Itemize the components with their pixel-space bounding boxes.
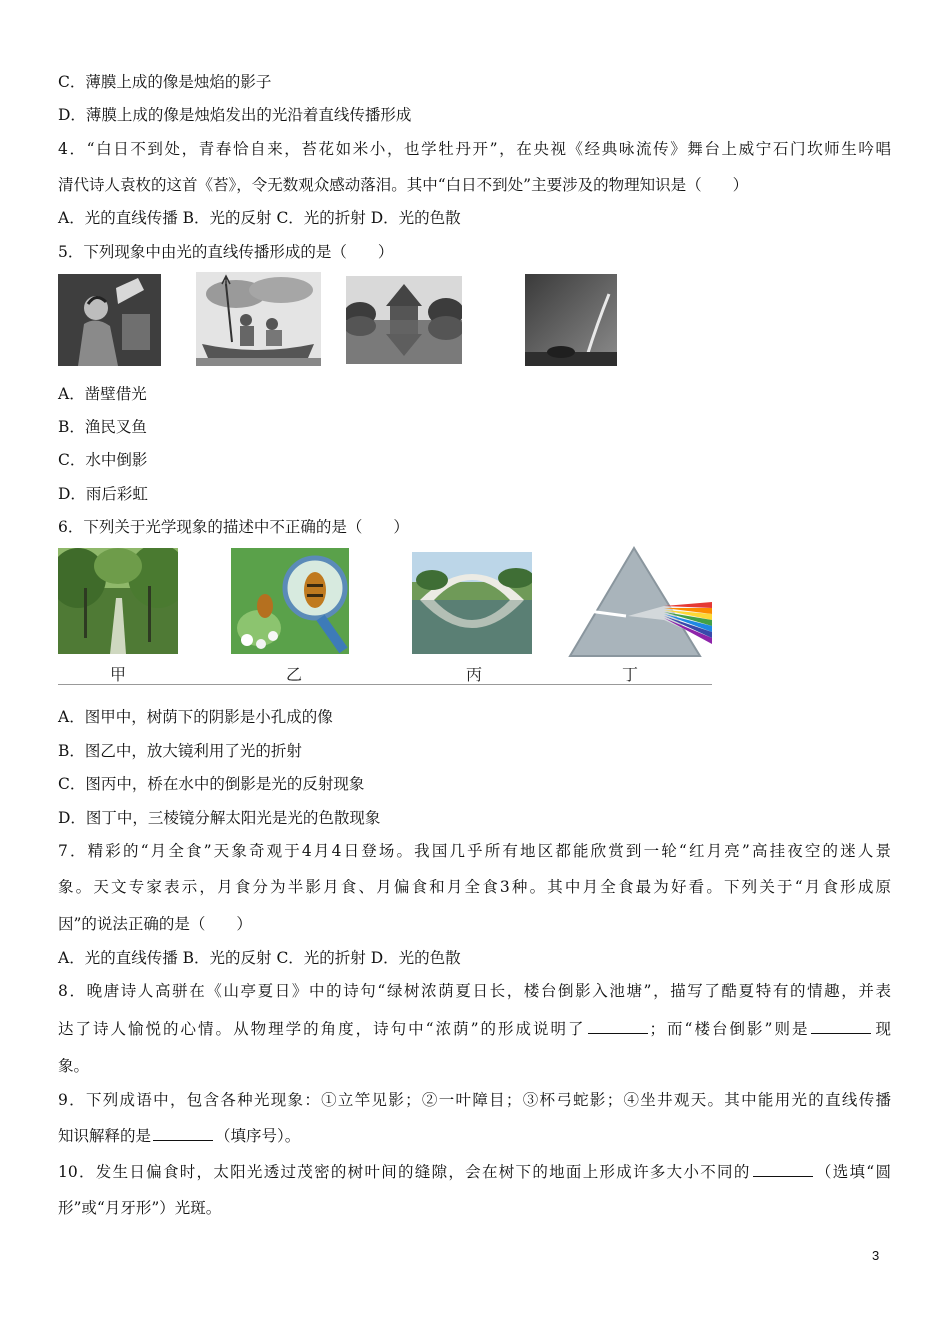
q6-option-a: A．图甲中，树荫下的阴影是小孔成的像 <box>58 708 333 726</box>
q5-image-a-chiseling-wall <box>58 274 161 366</box>
q9-answer-blank[interactable] <box>153 1126 213 1141</box>
figure-caption-ding: 丁 <box>621 665 638 684</box>
q8-stem-line2 <box>58 1019 891 1039</box>
q4-stem-line1: 4．“白日不到处，青春恰自来，苔花如米小，也学牡丹开”，在央视《经典咏流传》舞台上威宁石门坎师生吟唱 <box>58 140 891 158</box>
q7-stem-line3: 因”的说法正确的是（ ） <box>58 915 252 933</box>
q10-text-part2: （选填“圆 <box>814 1163 891 1181</box>
q3-option-c: C．薄膜上成的像是烛焰的影子 <box>58 73 272 91</box>
figure-caption-jia: 甲 <box>109 665 126 684</box>
q5-image-d-rainbow <box>525 274 617 366</box>
q5-option-d: D．雨后彩虹 <box>58 485 148 503</box>
q8-text-part2: ；而“楼台倒影”则是 <box>649 1020 810 1038</box>
q4-options: A．光的直线传播 B．光的反射 C．光的折射 D．光的色散 <box>58 209 461 227</box>
q8-text-part1: 达了诗人愉悦的心情。从物理学的角度，诗句中“浓荫”的形成说明了 <box>58 1020 586 1038</box>
q7-stem-line2: 象。天文专家表示，月食分为半影月食、月偏食和月全食3种。其中月全食最为好看。下列关于“月食形成原 <box>58 878 891 896</box>
q5-option-b: B．渔民叉鱼 <box>58 418 147 436</box>
q6-image-jia-tree-shade <box>58 548 178 654</box>
q10-text-part1: 10．发生日偏食时，太阳光透过茂密的树叶间的缝隙，会在树下的地面上形成许多大小不同的 <box>58 1163 751 1181</box>
q6-stem: 6．下列关于光学现象的描述中不正确的是（ ） <box>58 518 409 536</box>
q7-stem-line1: 7．精彩的“月全食”天象奇观于4月4日登场。我国几乎所有地区都能欣赏到一轮“红月亮”高挂夜空的迷人景 <box>58 842 891 860</box>
q9-text-part2: （填序号）。 <box>215 1127 301 1145</box>
q6-option-c: C．图丙中，桥在水中的倒影是光的反射现象 <box>58 775 365 793</box>
q5-image-b-fisherman-spear <box>196 272 321 366</box>
q6-image-bing-arch-bridge <box>412 552 532 654</box>
figure-caption-bing: 丙 <box>465 665 482 684</box>
q9-stem-line2 <box>58 1126 300 1146</box>
q8-stem-line3: 象。 <box>58 1057 90 1075</box>
q10-stem-line1 <box>58 1162 891 1182</box>
q10-answer-blank[interactable] <box>753 1162 813 1177</box>
q8-stem-line1: 8．晚唐诗人高骈在《山亭夏日》中的诗句“绿树浓荫夏日长，楼台倒影入池塘”，描写了酷夏特有的情趣，并表 <box>58 982 891 1000</box>
q6-image-yi-magnifier-bee <box>231 548 349 654</box>
q9-text-part1: 知识解释的是 <box>58 1127 152 1145</box>
q4-stem-line2: 清代诗人袁枚的这首《苔》，令无数观众感动落泪。其中“白日不到处”主要涉及的物理知识是（ ） <box>58 176 749 194</box>
q6-image-ding-prism-dispersion <box>566 546 712 658</box>
q6-option-d: D．图丁中，三棱镜分解太阳光是光的色散现象 <box>58 809 381 827</box>
page-number: 3 <box>872 1248 880 1263</box>
q3-option-d: D．薄膜上成的像是烛焰发出的光沿着直线传播形成 <box>58 106 412 124</box>
q5-option-c: C．水中倒影 <box>58 451 148 469</box>
q10-stem-line2: 形”或“月牙形”）光斑。 <box>58 1199 222 1217</box>
q5-option-a: A．凿壁借光 <box>58 385 147 403</box>
q9-stem-line1: 9．下列成语中，包含各种光现象：①立竿见影；②一叶障目；③杯弓蛇影；④坐井观天。其中能用光的直线传播 <box>58 1091 891 1109</box>
q6-option-b: B．图乙中，放大镜利用了光的折射 <box>58 742 302 760</box>
figure-caption-yi: 乙 <box>285 665 302 684</box>
q8-answer-blank-2[interactable] <box>811 1019 871 1034</box>
q7-options: A．光的直线传播 B．光的反射 C．光的折射 D．光的色散 <box>58 949 461 967</box>
figure-divider <box>58 684 712 685</box>
q5-image-c-water-reflection <box>346 276 462 364</box>
q5-stem: 5．下列现象中由光的直线传播形成的是（ ） <box>58 243 394 261</box>
q8-text-part3: 现 <box>873 1020 891 1038</box>
q8-answer-blank-1[interactable] <box>588 1019 648 1034</box>
